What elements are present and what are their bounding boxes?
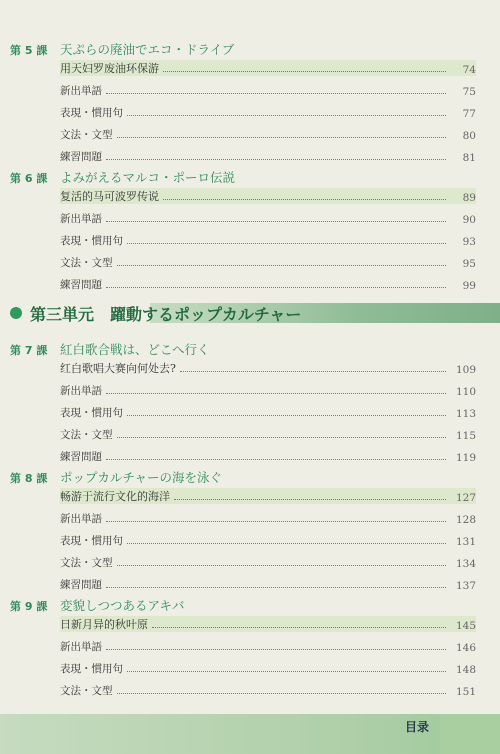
page-number: 115 [455, 430, 476, 442]
toc-entry-label: 表現・慣用句 [60, 235, 123, 247]
toc-entry-label: 表現・慣用句 [60, 407, 123, 419]
lesson-number: 第 9 課 [10, 600, 48, 613]
unit-heading [0, 300, 500, 326]
page-number: 80 [462, 130, 476, 142]
toc-entry[interactable] [60, 82, 476, 98]
leader-dots [117, 693, 447, 694]
page-number: 151 [455, 686, 476, 698]
page-number: 146 [455, 642, 476, 654]
toc-entry-label: 文法・文型 [60, 129, 113, 141]
leader-dots [127, 671, 446, 672]
page-number: 128 [455, 514, 476, 526]
lesson-title: 天ぷらの廃油でエコ・ドライブ [60, 42, 235, 57]
toc-entry-label: 新出単語 [60, 213, 102, 225]
toc-entry[interactable] [60, 638, 476, 654]
leader-dots [117, 437, 447, 438]
toc-entry[interactable] [60, 448, 476, 464]
footer-corner-block [440, 714, 500, 754]
leader-dots [106, 649, 446, 650]
toc-entry-label: 文法・文型 [60, 429, 113, 441]
page-number: 137 [455, 580, 476, 592]
page-number: 113 [455, 408, 476, 420]
bullet-dot-icon [10, 307, 22, 319]
toc-entry[interactable] [60, 104, 476, 120]
page-number: 119 [455, 452, 476, 464]
toc-entry[interactable] [60, 554, 476, 570]
lesson-title: 変貌しつつあるアキバ [60, 598, 185, 613]
toc-entry[interactable] [60, 660, 476, 676]
toc-entry-label: 新出単語 [60, 513, 102, 525]
toc-entry-label: 練習問題 [60, 579, 102, 591]
page-number: 109 [455, 364, 476, 376]
toc-entry[interactable] [60, 426, 476, 442]
toc-entry-translation[interactable] [60, 188, 476, 204]
leader-dots [117, 137, 447, 138]
page-number: 131 [455, 536, 476, 548]
page-number: 75 [462, 86, 476, 98]
page-number: 89 [462, 192, 476, 204]
lesson-heading [10, 468, 222, 486]
lesson-title: ポップカルチャーの海を泳ぐ [60, 470, 223, 485]
leader-dots [106, 221, 446, 222]
lesson-heading [10, 40, 234, 58]
toc-entry[interactable] [60, 510, 476, 526]
page-number: 99 [462, 280, 476, 292]
page-number: 77 [462, 108, 476, 120]
leader-dots [106, 521, 446, 522]
leader-dots [163, 71, 446, 72]
toc-entry[interactable] [60, 276, 476, 292]
leader-dots [106, 587, 446, 588]
lesson-number: 第 5 課 [10, 44, 48, 57]
leader-dots [106, 159, 446, 160]
leader-dots [127, 415, 446, 416]
leader-dots [163, 199, 446, 200]
toc-entry-label: 文法・文型 [60, 557, 113, 569]
toc-entry-label: 練習問題 [60, 151, 102, 163]
toc-entry-label: 表現・慣用句 [60, 107, 123, 119]
page-number: 81 [462, 152, 476, 164]
toc-entry-label: 文法・文型 [60, 257, 113, 269]
page-number: 90 [462, 214, 476, 226]
leader-dots [106, 459, 446, 460]
toc-entry-label: 日新月异的秋叶原 [60, 618, 148, 631]
page-number: 145 [455, 620, 476, 632]
toc-entry-translation[interactable] [60, 360, 476, 376]
lesson-heading [10, 168, 235, 186]
toc-entry[interactable] [60, 232, 476, 248]
toc-entry[interactable] [60, 254, 476, 270]
toc-entry-label: 表現・慣用句 [60, 663, 123, 675]
page-number: 134 [455, 558, 476, 570]
toc-entry-label: 文法・文型 [60, 685, 113, 697]
toc-entry-label: 表現・慣用句 [60, 535, 123, 547]
leader-dots [127, 543, 446, 544]
page-number: 110 [455, 386, 476, 398]
page-number: 93 [462, 236, 476, 248]
lesson-number: 第 6 課 [10, 172, 48, 185]
toc-entry-translation[interactable] [60, 616, 476, 632]
leader-dots [174, 499, 446, 500]
leader-dots [117, 265, 447, 266]
lesson-number: 第 8 課 [10, 472, 48, 485]
toc-entry-label: 練習問題 [60, 279, 102, 291]
lesson-number: 第 7 課 [10, 344, 48, 357]
lesson-heading [10, 596, 185, 614]
unit-title: 第三単元 躍動するポップカルチャー [30, 305, 302, 324]
leader-dots [127, 243, 446, 244]
leader-dots [180, 371, 446, 372]
toc-entry[interactable] [60, 382, 476, 398]
leader-dots [117, 565, 447, 566]
toc-entry[interactable] [60, 576, 476, 592]
toc-entry[interactable] [60, 404, 476, 420]
toc-entry[interactable] [60, 148, 476, 164]
toc-entry-label: 新出単語 [60, 85, 102, 97]
lesson-title: よみがえるマルコ・ポーロ伝説 [60, 170, 236, 185]
toc-entry-label: 畅游于流行文化的海洋 [60, 490, 170, 503]
toc-entry[interactable] [60, 210, 476, 226]
toc-entry[interactable] [60, 126, 476, 142]
toc-entry-label: 新出単語 [60, 385, 102, 397]
toc-entry-label: 红白歌唱大赛向何处去? [60, 362, 176, 375]
page-number: 74 [462, 64, 476, 76]
leader-dots [106, 93, 446, 94]
footer-label: 目录 [405, 720, 430, 734]
toc-entry-translation[interactable] [60, 60, 476, 76]
toc-entry[interactable] [60, 532, 476, 548]
leader-dots [152, 627, 446, 628]
toc-entry-label: 用天妇罗废油环保游 [60, 62, 159, 75]
page-number: 127 [455, 492, 476, 504]
toc-entry-label: 新出単語 [60, 641, 102, 653]
page-number: 148 [455, 664, 476, 676]
lesson-title: 紅白歌合戦は、どこへ行く [60, 342, 210, 357]
leader-dots [106, 393, 446, 394]
toc-entry-translation[interactable] [60, 488, 476, 504]
lesson-heading [10, 340, 210, 358]
leader-dots [127, 115, 446, 116]
toc-entry-label: 复活的马可波罗传说 [60, 190, 159, 203]
toc-entry[interactable] [60, 682, 476, 698]
toc-entry-label: 練習問題 [60, 451, 102, 463]
leader-dots [106, 287, 446, 288]
page-number: 95 [462, 258, 476, 270]
